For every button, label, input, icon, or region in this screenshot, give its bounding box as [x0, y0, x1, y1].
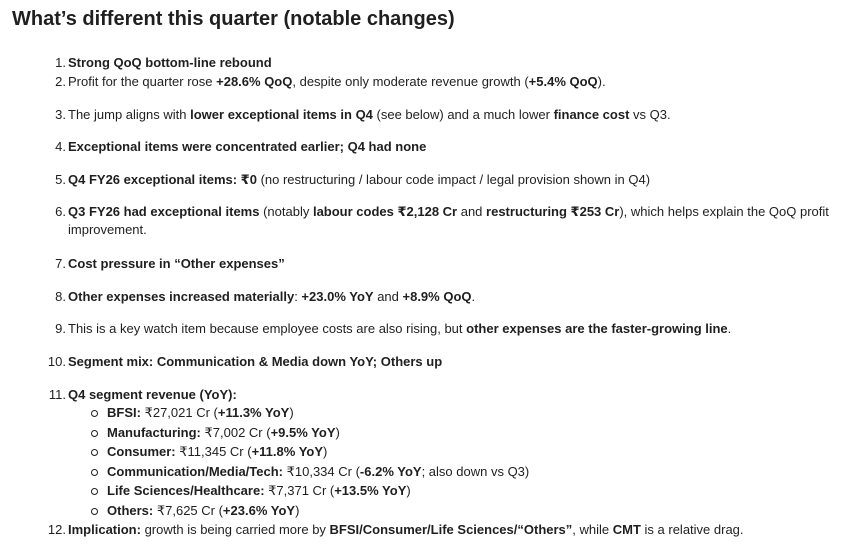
- bold-text: BFSI:: [107, 405, 141, 420]
- bold-text: +23.0% YoY: [301, 289, 374, 304]
- list-number: 10.: [47, 354, 66, 369]
- bold-text: -6.2% YoY: [359, 464, 422, 479]
- list-number: 6.: [55, 204, 66, 219]
- bold-text: Q4 FY26 exceptional items: ₹0: [68, 172, 257, 187]
- segment-bullet-item: [107, 502, 299, 520]
- text-span: ): [335, 425, 340, 440]
- text-span: :: [294, 289, 302, 304]
- text-span: ): [295, 503, 300, 518]
- list-number: 5.: [55, 172, 66, 187]
- text-span: (no restructuring / labour code impact / legal provision shown in Q4): [256, 172, 651, 187]
- list-item-text: [68, 353, 832, 371]
- list-item-text: [68, 106, 832, 124]
- text-span: ₹7,625 Cr (: [153, 503, 223, 518]
- hollow-bullet-icon: [91, 488, 98, 495]
- text-span: ₹10,334 Cr (: [283, 464, 360, 479]
- text-span: .: [471, 289, 476, 304]
- bold-text: Other expenses increased materially: [68, 289, 295, 304]
- bold-text: Communication/Media/Tech:: [107, 464, 283, 479]
- text-span: ₹7,002 Cr (: [200, 425, 271, 440]
- hollow-bullet-icon: [91, 449, 98, 456]
- bold-text: +8.9% QoQ: [402, 289, 472, 304]
- bold-text: BFSI/Consumer/Life Sciences/“Others”: [329, 522, 573, 537]
- text-span: , despite only moderate revenue growth (: [292, 74, 529, 89]
- list-number: 1.: [55, 55, 66, 70]
- text-span: Profit for the quarter rose: [68, 74, 217, 89]
- bold-text: Consumer:: [107, 444, 176, 459]
- text-span: ₹27,021 Cr (: [140, 405, 218, 420]
- bold-text: Cost pressure in “Other expenses”: [68, 256, 285, 271]
- text-span: growth is being carried more by: [140, 522, 330, 537]
- bold-text: lower exceptional items in Q4: [190, 107, 373, 122]
- list-number: 3.: [55, 107, 66, 122]
- list-number: 9.: [55, 321, 66, 336]
- bold-text: Life Sciences/Healthcare:: [107, 483, 265, 498]
- list-item-text: [68, 288, 832, 306]
- list-item-text: [68, 203, 832, 239]
- bold-text: +9.5% YoY: [270, 425, 336, 440]
- text-span: , while: [572, 522, 613, 537]
- text-span: ).: [597, 74, 606, 89]
- text-span: This is a key watch item because employee costs are also rising, but: [68, 321, 467, 336]
- text-span: and: [373, 289, 403, 304]
- list-number: 12.: [47, 522, 66, 537]
- text-span: ), which helps explain the QoQ profit improvement.: [68, 204, 829, 237]
- bold-text: +23.6% YoY: [222, 503, 296, 518]
- bold-text: finance cost: [553, 107, 630, 122]
- bold-text: Implication:: [68, 522, 141, 537]
- bold-text: Others:: [107, 503, 154, 518]
- text-span: ₹11,345 Cr (: [175, 444, 252, 459]
- bold-text: Q4 segment revenue (YoY):: [68, 387, 237, 402]
- list-item-text: [68, 138, 832, 156]
- list-number: 2.: [55, 74, 66, 89]
- bold-text: Q3 FY26 had exceptional items: [68, 204, 260, 219]
- list-number: 7.: [55, 256, 66, 271]
- segment-bullet-item: [107, 424, 340, 442]
- text-span: (see below) and a much lower: [372, 107, 554, 122]
- bold-text: +13.5% YoY: [334, 483, 407, 498]
- text-span: ): [406, 483, 411, 498]
- segment-bullet-item: [107, 404, 294, 422]
- text-span: and: [457, 204, 487, 219]
- list-item-text: [68, 54, 832, 72]
- bold-text: CMT: [612, 522, 641, 537]
- bold-text: Manufacturing:: [107, 425, 201, 440]
- text-span: ; also down vs Q3): [421, 464, 530, 479]
- list-item-text: [68, 320, 832, 338]
- list-item-text: [68, 73, 832, 91]
- text-span: The jump aligns with: [68, 107, 191, 122]
- bold-text: +28.6% QoQ: [216, 74, 293, 89]
- text-span: is a relative drag.: [640, 522, 744, 537]
- text-span: ): [289, 405, 294, 420]
- bold-text: restructuring ₹253 Cr: [486, 204, 620, 219]
- hollow-bullet-icon: [91, 469, 98, 476]
- bold-text: Strong QoQ bottom-line rebound: [68, 55, 272, 70]
- list-item-text: [68, 521, 832, 539]
- text-span: vs Q3.: [629, 107, 671, 122]
- segment-bullet-item: [107, 463, 529, 481]
- bold-text: +11.8% YoY: [251, 444, 324, 459]
- bold-text: +5.4% QoQ: [528, 74, 598, 89]
- bold-text: Exceptional items were concentrated earlier; Q4 had none: [68, 139, 427, 154]
- list-number: 4.: [55, 139, 66, 154]
- bold-text: +11.3% YoY: [217, 405, 290, 420]
- segment-bullet-item: [107, 482, 411, 500]
- section-heading: What’s different this quarter (notable changes): [12, 8, 455, 30]
- segment-bullet-item: [107, 443, 327, 461]
- text-span: (notably: [259, 204, 313, 219]
- list-item-text: [68, 171, 832, 189]
- hollow-bullet-icon: [91, 410, 98, 417]
- list-item-text: [68, 386, 832, 404]
- bold-text: Segment mix: Communication & Media down YoY; Others up: [68, 354, 443, 369]
- hollow-bullet-icon: [91, 430, 98, 437]
- bold-text: other expenses are the faster-growing line: [466, 321, 728, 336]
- list-number: 11.: [48, 387, 66, 402]
- hollow-bullet-icon: [91, 508, 98, 515]
- text-span: .: [727, 321, 732, 336]
- text-span: ): [323, 444, 328, 459]
- text-span: ₹7,371 Cr (: [264, 483, 335, 498]
- list-number: 8.: [55, 289, 66, 304]
- bold-text: labour codes ₹2,128 Cr: [312, 204, 458, 219]
- list-item-text: [68, 255, 832, 273]
